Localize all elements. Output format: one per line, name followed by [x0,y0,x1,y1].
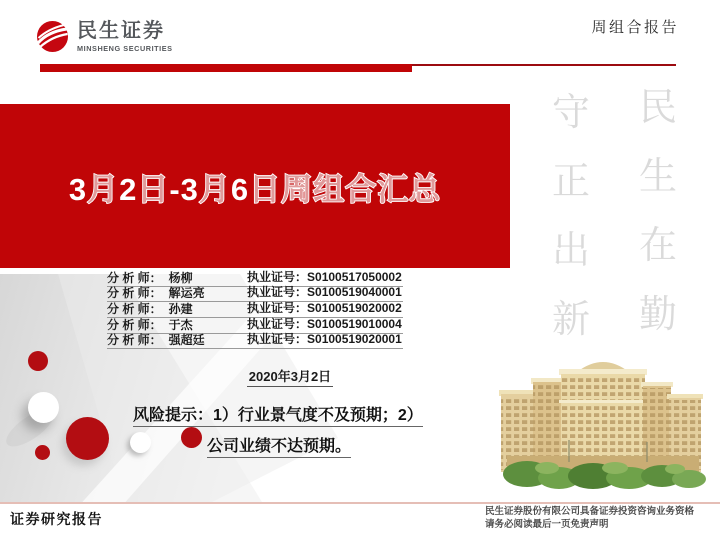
footer-disclaimer-line: 请务必阅读最后一页免责声明 [485,519,609,530]
footer-divider-line [0,502,720,504]
report-date: 2020年3月2日 [135,366,445,387]
header-red-bar [40,64,412,72]
analyst-name: 杨柳 [168,270,193,285]
decor-white-circle-large [28,392,59,423]
header-thin-red-line [412,64,676,66]
analyst-name: 解运亮 [168,286,205,301]
analyst-label: 分 析 师： [107,302,162,317]
analyst-label: 分 析 师： [107,270,162,285]
cert-label: 执业证号： [247,301,308,316]
minsheng-logo-icon [36,20,69,53]
cert-number: S0100519020002 [307,301,402,316]
decor-red-circle-tiny [35,445,50,460]
logo-english-name: MINSHENG SECURITIES [77,43,173,53]
cert-label: 执业证号： [247,269,308,284]
analyst-label: 分 析 师： [107,286,162,301]
risk-note-line1: 风险提示：1）行业景气度不及预期；2） [133,402,423,425]
analyst-name: 于杰 [168,317,193,332]
watermark-column-left: 守 正 出 新 [552,90,591,341]
footer-disclaimer [485,505,694,531]
cert-label: 执业证号： [247,285,308,300]
decor-red-circle-mid [181,427,202,448]
analyst-label: 分 析 师： [107,333,162,348]
headquarters-building-image [497,356,711,493]
title-banner [0,104,510,268]
cert-number: S0100517050002 [307,269,402,284]
analyst-row [107,334,403,350]
decor-red-circle-large [66,417,109,460]
logo-chinese-name: 民生证券 [77,19,165,42]
analyst-list [107,271,403,349]
cert-label: 执业证号： [247,332,308,347]
cert-number: S0100519020001 [307,332,402,347]
report-type-label: 周组合报告 [591,19,679,36]
risk-note-line2: 公司业绩不达预期。 [207,433,351,456]
cert-number: S0100519010004 [307,316,402,331]
cover-title: 3月2日-3月6日周组合汇总 [68,171,442,207]
decor-red-circle-small-top [28,351,48,371]
footer-qualification-line: 民生证券股份有限公司具备证券投资咨询业务资格 [485,506,695,517]
analyst-name: 孙建 [168,302,193,317]
decor-white-circle-small [130,432,151,453]
analyst-name: 强超廷 [168,333,205,348]
footer-report-category: 证券研究报告 [10,511,103,527]
company-logo [36,20,173,53]
watermark-column-right: 民 生 在 勤 [639,85,678,336]
analyst-label: 分 析 师： [107,317,162,332]
cert-number: S0100519040001 [307,285,402,300]
cert-label: 执业证号： [247,316,308,331]
